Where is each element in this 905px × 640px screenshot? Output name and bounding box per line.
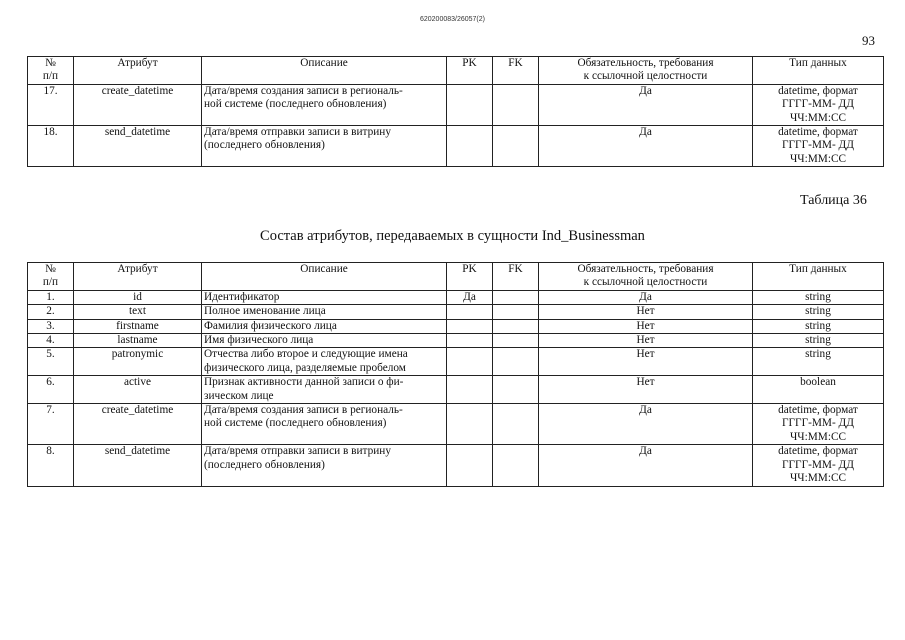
page-number: 93 [862,33,875,48]
row-required: Да [539,290,753,304]
row-number: 4. [28,334,74,348]
header-required: Обязательность, требования к ссылочной целостности [539,263,753,291]
row-datatype: datetime, формат ГГГГ-ММ- ДД ЧЧ:ММ:СС [753,445,884,486]
row-pk [447,84,493,125]
table-row [28,445,884,486]
row-pk [447,348,493,376]
row-datatype: string [753,319,884,333]
row-pk [447,404,493,445]
row-description: Дата/время отправки записи в витрину (последнего обновления) [202,445,447,486]
row-datatype: datetime, формат ГГГГ-ММ- ДД ЧЧ:ММ:СС [753,84,884,125]
row-datatype: datetime, формат ГГГГ-ММ- ДД ЧЧ:ММ:СС [753,126,884,167]
row-description: Полное именование лица [202,305,447,319]
row-required: Да [539,404,753,445]
table-title: Состав атрибутов, передаваемых в сущности Ind_Businessman [260,228,645,244]
table-row [28,319,884,333]
header-required: Обязательность, требования к ссылочной целостности [539,57,753,85]
row-fk [493,348,539,376]
row-attribute: create_datetime [74,84,202,125]
row-datatype: string [753,290,884,304]
row-datatype: boolean [753,376,884,404]
row-number: 2. [28,305,74,319]
row-attribute: firstname [74,319,202,333]
row-attribute: text [74,305,202,319]
row-fk [493,445,539,486]
document-id: 620200083/26057(2) [419,16,485,23]
table-row [28,126,884,167]
row-description: Дата/время отправки записи в витрину (последнего обновления) [202,126,447,167]
row-attribute: send_datetime [74,445,202,486]
header-pk: PK [447,263,493,291]
header-pk: PK [447,57,493,85]
header-datatype: Тип данных [753,57,884,85]
row-description: Дата/время создания записи в региональ- ной системе (последнего обновления) [202,84,447,125]
row-pk [447,319,493,333]
row-description: Признак активности данной записи о фи- зическом лице [202,376,447,404]
row-attribute: lastname [74,334,202,348]
row-attribute: active [74,376,202,404]
row-description: Дата/время создания записи в региональ- ной системе (последнего обновления) [202,404,447,445]
row-required: Да [539,84,753,125]
row-datatype: string [753,334,884,348]
row-attribute: create_datetime [74,404,202,445]
row-description: Фамилия физического лица [202,319,447,333]
row-datatype: datetime, формат ГГГГ-ММ- ДД ЧЧ:ММ:СС [753,404,884,445]
row-number: 7. [28,404,74,445]
table-header-row [28,263,884,291]
header-fk: FK [493,263,539,291]
header-number: № п/п [28,57,74,85]
row-fk [493,334,539,348]
row-pk: Да [447,290,493,304]
row-pk [447,305,493,319]
row-number: 18. [28,126,74,167]
header-description: Описание [202,263,447,291]
table-row [28,290,884,304]
row-description: Имя физического лица [202,334,447,348]
row-fk [493,305,539,319]
row-required: Нет [539,348,753,376]
row-attribute: send_datetime [74,126,202,167]
row-description: Отчества либо второе и следующие имена физического лица, разделяемые пробелом [202,348,447,376]
row-number: 8. [28,445,74,486]
table-label: Таблица 36 [800,193,867,208]
row-number: 1. [28,290,74,304]
row-number: 3. [28,319,74,333]
row-attribute: patronymic [74,348,202,376]
row-pk [447,376,493,404]
row-fk [493,376,539,404]
row-fk [493,84,539,125]
row-pk [447,126,493,167]
header-description: Описание [202,57,447,85]
row-number: 17. [28,84,74,125]
header-datatype: Тип данных [753,263,884,291]
table-row [28,84,884,125]
row-required: Да [539,445,753,486]
row-pk [447,445,493,486]
row-number: 5. [28,348,74,376]
table-row [28,376,884,404]
attributes-table-continued [27,56,884,167]
row-required: Нет [539,376,753,404]
header-number: № п/п [28,263,74,291]
row-required: Нет [539,334,753,348]
table-header-row [28,57,884,85]
row-datatype: string [753,348,884,376]
header-attribute: Атрибут [74,57,202,85]
row-pk [447,334,493,348]
header-fk: FK [493,57,539,85]
row-datatype: string [753,305,884,319]
ind-businessman-attributes-table [27,262,884,487]
table-row [28,404,884,445]
table-row [28,334,884,348]
row-number: 6. [28,376,74,404]
row-fk [493,404,539,445]
row-required: Нет [539,319,753,333]
row-fk [493,290,539,304]
header-attribute: Атрибут [74,263,202,291]
row-attribute: id [74,290,202,304]
row-fk [493,126,539,167]
row-fk [493,319,539,333]
row-description: Идентификатор [202,290,447,304]
table-row [28,348,884,376]
row-required: Да [539,126,753,167]
row-required: Нет [539,305,753,319]
table-row [28,305,884,319]
